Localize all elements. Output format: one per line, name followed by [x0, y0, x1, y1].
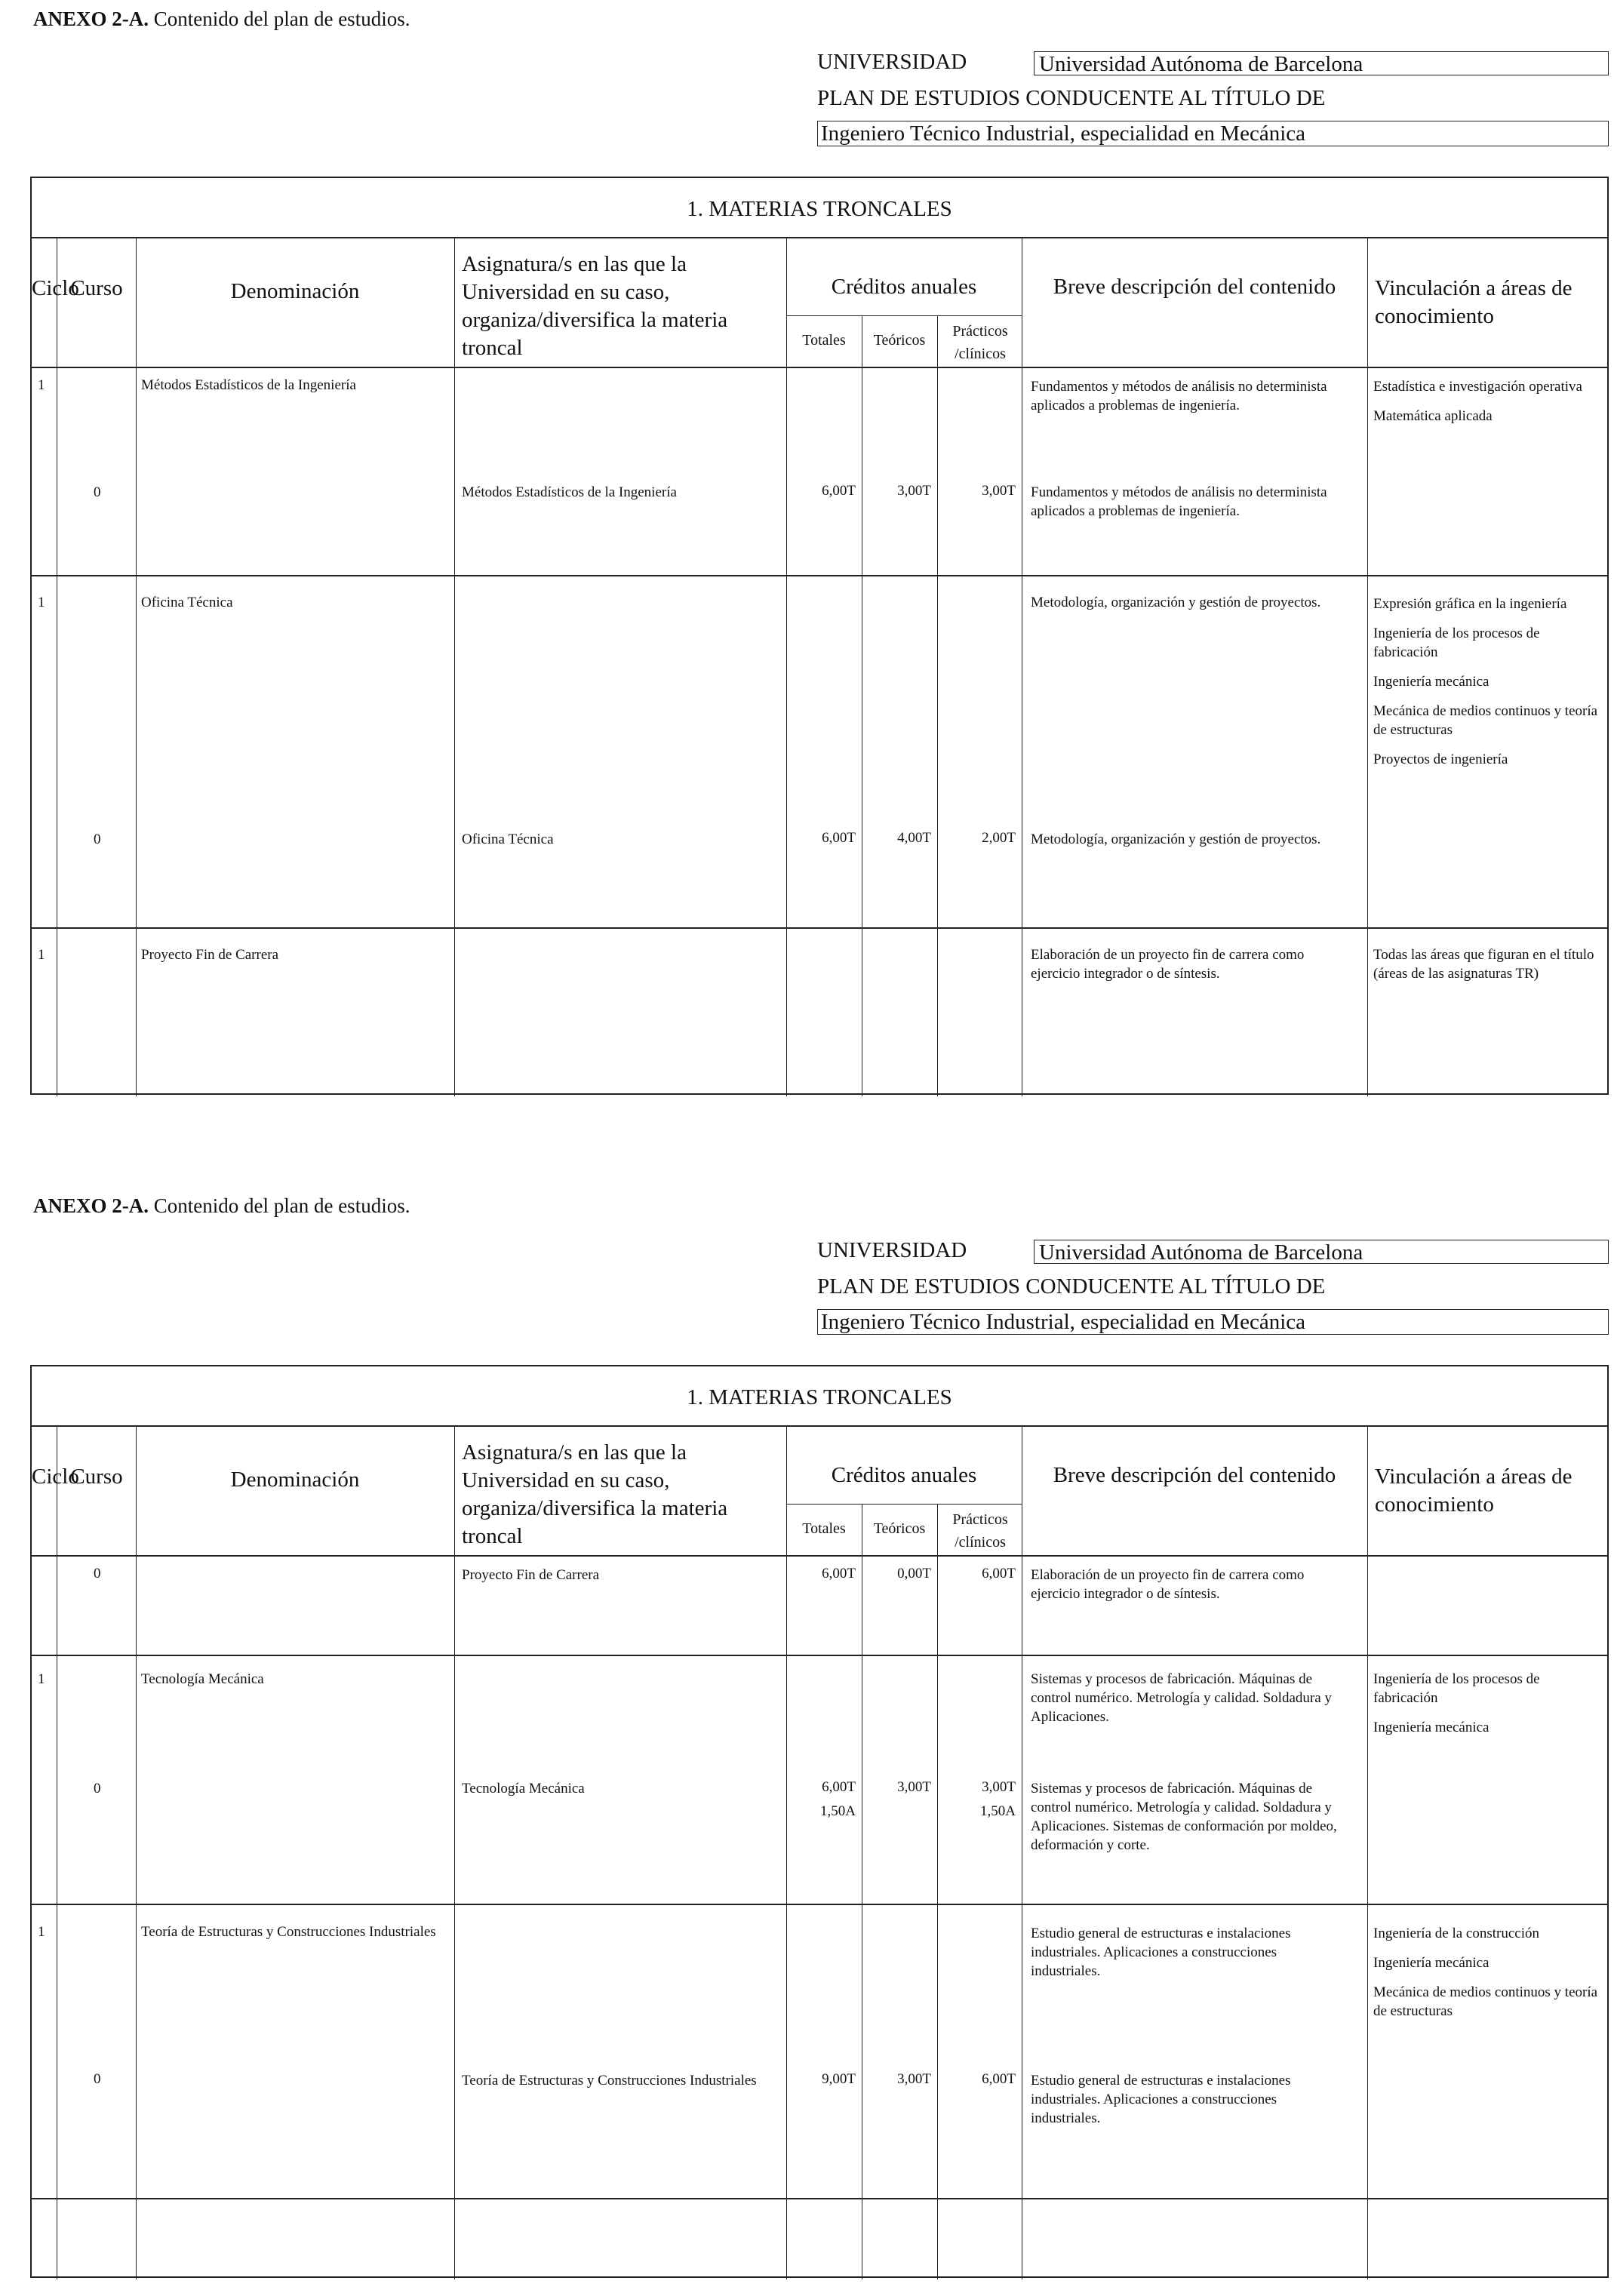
- universidad-value: Universidad Autónoma de Barcelona: [1034, 1240, 1609, 1264]
- col-descripcion: Breve descripción del contenido: [1053, 1463, 1336, 1487]
- area-item: Ingeniería de la construcción: [1373, 1926, 1539, 1941]
- area-item: Ingeniería mecánica: [1373, 1720, 1489, 1735]
- areas-list: [1373, 1670, 1603, 1747]
- col-teoricos: Teóricos: [873, 1520, 926, 1537]
- col-asignaturas: Asignatura/s en las que la Universidad en su caso, organiza/diversifica la materia troncal: [462, 252, 728, 360]
- table-title: 1. MATERIAS TRONCALES: [32, 1366, 1607, 1427]
- asignatura-value: Métodos Estadísticos de la Ingeniería: [462, 484, 677, 500]
- denominacion-value: Oficina Técnica: [141, 595, 233, 610]
- asignatura-value: Tecnología Mecánica: [462, 1781, 585, 1797]
- creditos-practicos: 3,00T: [982, 483, 1016, 499]
- table-header: [32, 1427, 1607, 1557]
- descripcion-value: Estudio general de estructuras e instalaciones industriales. Aplicaciones a construcciones industriales.: [1031, 1926, 1291, 1979]
- creditos-teoricos: 4,00T: [897, 830, 931, 846]
- area-item: Estadística e investigación operativa: [1373, 379, 1582, 395]
- col-totales: Totales: [802, 1520, 846, 1537]
- col-creditos: Créditos anuales: [831, 1463, 977, 1487]
- areas-list: [1373, 377, 1603, 436]
- denominacion-value: Métodos Estadísticos de la Ingeniería: [141, 377, 356, 393]
- curso-value: 0: [94, 831, 101, 847]
- col-vinculacion: Vinculación a áreas de conocimiento: [1375, 1465, 1572, 1517]
- ciclo-value: 1: [38, 1671, 45, 1687]
- area-item: Todas las áreas que figuran en el título (áreas de las asignaturas TR): [1373, 947, 1594, 982]
- col-curso: Curso: [70, 276, 123, 300]
- plan-label: PLAN DE ESTUDIOS CONDUCENTE AL TÍTULO DE: [817, 1274, 1326, 1299]
- creditos-teoricos: 0,00T: [897, 1566, 931, 1581]
- asignatura-value: Oficina Técnica: [462, 831, 554, 847]
- denominacion-value: Proyecto Fin de Carrera: [141, 947, 279, 963]
- creditos-totales: 6,00T: [822, 1566, 856, 1581]
- descripcion-value: Fundamentos y métodos de análisis no determinista aplicados a problemas de ingeniería.: [1031, 484, 1327, 519]
- col-denominacion: Denominación: [230, 1468, 360, 1492]
- col-practicos: Prácticos /clínicos: [952, 323, 1008, 362]
- areas-list: [1373, 595, 1600, 779]
- descripcion-value: Sistemas y procesos de fabricación. Máquinas de control numérico. Metrología y calidad. Soldadura y Aplicaciones. Sistemas de conformación por moldeo, deformación y corte.: [1031, 1781, 1337, 1853]
- area-item: Ingeniería mecánica: [1373, 1955, 1489, 1971]
- titulo-value: Ingeniero Técnico Industrial, especialidad en Mecánica: [817, 1309, 1609, 1335]
- table-body: [32, 1557, 1607, 2279]
- areas-list: [1373, 1924, 1603, 2031]
- universidad-label: UNIVERSIDAD: [817, 50, 967, 74]
- col-creditos: Créditos anuales: [831, 275, 977, 299]
- titulo-value: Ingeniero Técnico Industrial, especialidad en Mecánica: [817, 121, 1609, 146]
- area-item: Ingeniería de los procesos de fabricación: [1373, 1671, 1540, 1706]
- col-asignaturas: Asignatura/s en las que la Universidad en su caso, organiza/diversifica la materia troncal: [462, 1440, 728, 1548]
- anexo-heading: ANEXO 2-A. Contenido del plan de estudios.: [33, 8, 410, 30]
- col-teoricos: Teóricos: [873, 332, 926, 349]
- area-item: Matemática aplicada: [1373, 408, 1493, 424]
- col-totales: Totales: [802, 332, 846, 349]
- descripcion-value: Elaboración de un proyecto fin de carrera como ejercicio integrador o de síntesis.: [1031, 947, 1305, 982]
- col-denominacion: Denominación: [230, 279, 360, 303]
- col-vinculacion: Vinculación a áreas de conocimiento: [1375, 276, 1572, 328]
- col-curso: Curso: [70, 1465, 123, 1489]
- creditos-totales: 6,00T: [822, 830, 856, 846]
- creditos-totales: 9,00T: [822, 2071, 856, 2087]
- col-ciclo: Ciclo: [32, 276, 79, 300]
- table-title: 1. MATERIAS TRONCALES: [32, 178, 1607, 238]
- ciclo-value: 1: [38, 1924, 45, 1940]
- ciclo-value: 1: [38, 947, 45, 963]
- creditos-practicos: 3,00T: [982, 1779, 1016, 1795]
- areas-list: [1373, 945, 1600, 994]
- creditos-totales: 6,00T: [822, 1779, 856, 1795]
- universidad-label: UNIVERSIDAD: [817, 1238, 967, 1262]
- curso-value: 0: [94, 484, 101, 500]
- area-item: Mecánica de medios continuos y teoría de estructuras: [1373, 703, 1598, 738]
- anexo-heading: ANEXO 2-A. Contenido del plan de estudios.: [33, 1194, 410, 1217]
- area-item: Mecánica de medios continuos y teoría de estructuras: [1373, 1984, 1598, 2019]
- creditos-teoricos: 3,00T: [897, 1779, 931, 1795]
- denominacion-value: Teoría de Estructuras y Construcciones Industriales: [141, 1924, 436, 1940]
- descripcion-value: Estudio general de estructuras e instalaciones industriales. Aplicaciones a construcciones industriales.: [1031, 2073, 1291, 2126]
- area-item: Ingeniería de los procesos de fabricación: [1373, 625, 1540, 660]
- asignatura-value: Proyecto Fin de Carrera: [462, 1567, 600, 1583]
- curso-value: 0: [94, 1781, 101, 1797]
- descripcion-value: Metodología, organización y gestión de proyectos.: [1031, 595, 1321, 610]
- creditos-practicos: 6,00T: [982, 2071, 1016, 2087]
- creditos-teoricos: 3,00T: [897, 483, 931, 499]
- row-block-oficina: [32, 576, 1607, 929]
- row-block-estructuras: [32, 1905, 1607, 2199]
- col-ciclo: Ciclo: [32, 1465, 79, 1489]
- creditos-practicos: 6,00T: [982, 1566, 1016, 1581]
- area-item: Expresión gráfica en la ingeniería: [1373, 596, 1567, 612]
- creditos-teoricos: 3,00T: [897, 2071, 931, 2087]
- table-body: [32, 368, 1607, 1096]
- descripcion-value: Sistemas y procesos de fabricación. Máquinas de control numérico. Metrología y calidad. Soldadura y Aplicaciones.: [1031, 1671, 1332, 1725]
- area-item: Proyectos de ingeniería: [1373, 752, 1508, 767]
- plan-label: PLAN DE ESTUDIOS CONDUCENTE AL TÍTULO DE: [817, 86, 1326, 110]
- table-header: [32, 238, 1607, 368]
- creditos-practicos: 2,00T: [982, 830, 1016, 846]
- curso-value: 0: [94, 1566, 101, 1581]
- descripcion-value: Fundamentos y métodos de análisis no determinista aplicados a problemas de ingeniería.: [1031, 379, 1327, 413]
- materias-troncales-table: [30, 1365, 1609, 2278]
- materias-troncales-table: [30, 177, 1609, 1095]
- col-practicos: Prácticos /clínicos: [952, 1511, 1008, 1551]
- descripcion-value: Metodología, organización y gestión de proyectos.: [1031, 831, 1321, 847]
- creditos-totales: 6,00T: [822, 483, 856, 499]
- area-item: Ingeniería mecánica: [1373, 674, 1489, 690]
- denominacion-value: Tecnología Mecánica: [141, 1671, 264, 1687]
- creditos-practicos-a: 1,50A: [980, 1803, 1016, 1819]
- creditos-totales-a: 1,50A: [820, 1803, 856, 1819]
- col-descripcion: Breve descripción del contenido: [1053, 275, 1336, 299]
- universidad-value: Universidad Autónoma de Barcelona: [1034, 51, 1609, 75]
- descripcion-value: Elaboración de un proyecto fin de carrera como ejercicio integrador o de síntesis.: [1031, 1567, 1305, 1602]
- curso-value: 0: [94, 2071, 101, 2087]
- ciclo-value: 1: [38, 377, 45, 393]
- asignatura-value: Teoría de Estructuras y Construcciones Industriales: [462, 2073, 757, 2089]
- row-block-metodos: [32, 368, 1607, 576]
- ciclo-value: 1: [38, 595, 45, 610]
